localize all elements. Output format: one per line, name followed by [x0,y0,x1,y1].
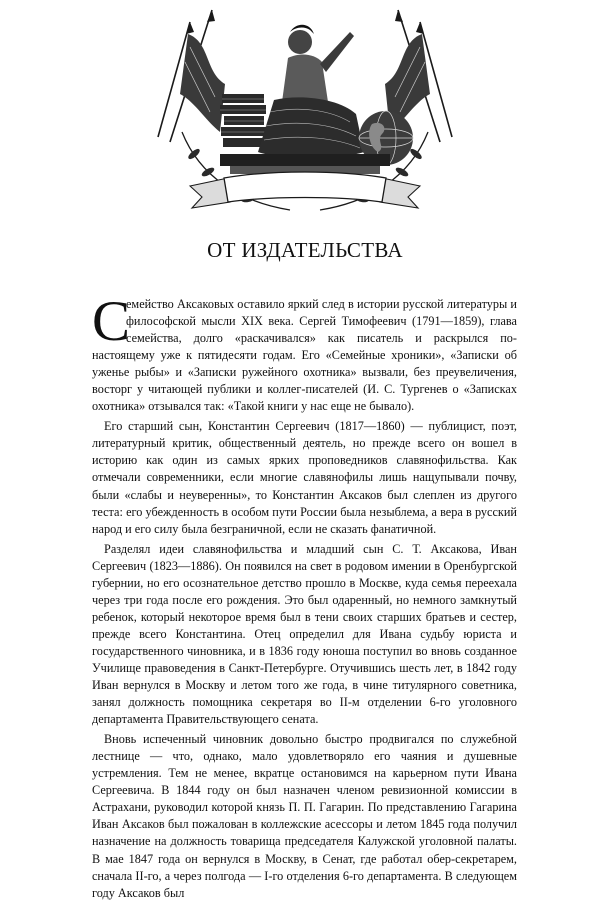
article-body [92,290,517,905]
allegorical-engraving-icon [150,2,460,230]
paragraph [92,290,517,415]
paragraph: Разделял идеи славянофильства и младший сын С. Т. Аксакова, Иван Сергеевич (1823—1886). Он появился на свет в родовом имении в Оренбургской губернии, но его осознательное детство прошло в Москве, куда семья переехала через три года после его рождения. Это был одаренный, но немного замкнутый ребенок, который некоторое время был в тени своих старших братьев и сестер, прежде всего Константина. Отец определил для Ивана судьбу юриста и государственного чиновника, и в 1836 году юноша поступил во вновь созданное Училище правоведения в Санкт-Петербурге. Отучившись шесть лет, в 1842 году Иван вернулся в Москву и летом того же года, в чине титулярного советника, занял должность помощника секретаря во II-м отделении 6-го уголовного департамента Правительствующего сената. [92,541,517,727]
drop-cap: С [92,290,131,353]
paragraph: Его старший сын, Константин Сергеевич (1817—1860) — публицист, поэт, литературный критик, общественный деятель, но прежде всего он вошел в историю как один из самых ярких проповедников славянофильства. Как отмечали современники, если многие славянофилы лишь нащупывали почву, были «слабы и неуверенны», то Константин Аксаков был слеплен из другого теста: его убежденность в особом пути России была незыблема, а вера в русский народ и его силу была безграничной, если не сказать фанатичной. [92,419,517,536]
paragraph: Вновь испеченный чиновник довольно быстро продвигался по служебной лестнице — что, однако, мало удовлетворяло его чаяния и душевные устремления. Тем не менее, вкратце остановимся на карьерном пути Ивана Сергеевича. В 1844 году он был назначен членом ревизионной комиссии в Астрахани, руководил которой князь П. П. Гагарин. По представлению Гагарина Иван Аксаков был пожалован в коллежские асессоры и летом 1845 года получил назначение на должность товарища председателя Калужской уголовной палаты. В мае 1847 года он вернулся в Москву, в Сенат, где работал обер-секретарем, сначала II-го, а через полгода — I-го отделения 6-го департамента. В следующем году Аксаков был [92,732,517,900]
paragraph-text: емейство Аксаковых оставило яркий след в истории русской литературы и философской мысли XIX века. Сергей Тимофеевич (1791—1859), глава семейства, долго «раскачивался» как писатель и раскрылся по-настоящему уже к пятидесяти годам. Его «Семейные хроники», «Записки об уженье рыбы» и «Записки ружейного охотника» вызвали, без преувеличения, восторг у читающей публики и коллег-писателей (И. С. Тургенев о «Записках охотника» отзывался так: «Такой книги у нас еще не бывало). [92,297,517,414]
page-title: ОТ ИЗДАТЕЛЬСТВА [207,238,403,262]
